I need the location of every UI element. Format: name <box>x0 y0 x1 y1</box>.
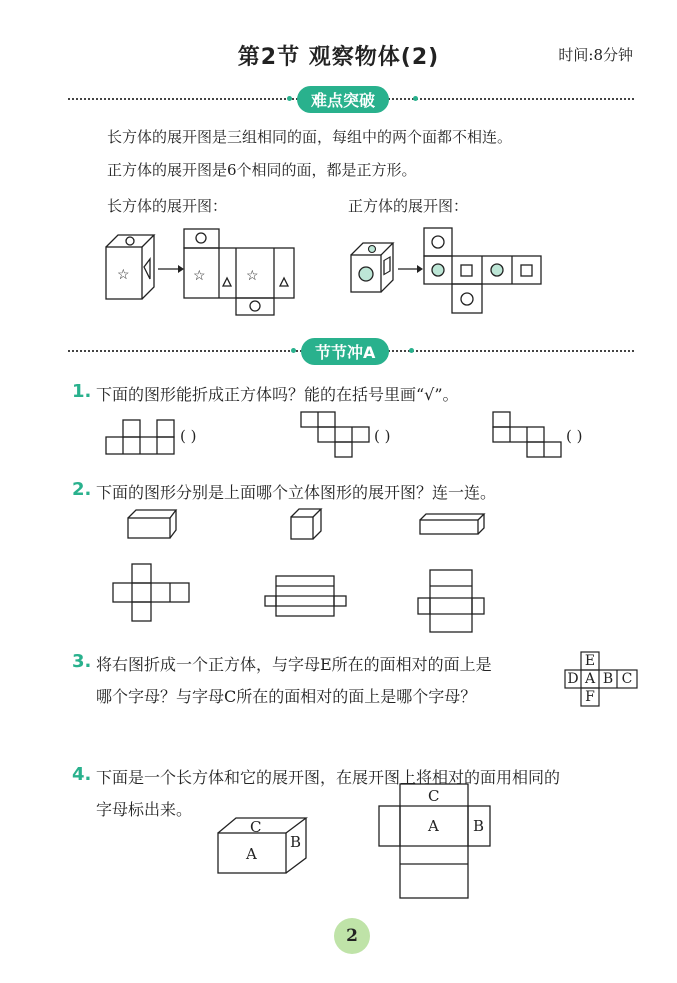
q1-answer-bracket-c[interactable]: ( ) <box>566 427 583 445</box>
net-letter-f: F <box>585 689 595 705</box>
cuboid-net-illustration <box>100 225 300 320</box>
q1-net-a <box>105 418 185 458</box>
cuboid-letter-b: B <box>290 833 302 851</box>
pill-dot-right <box>413 96 418 101</box>
net-letter-a: A <box>584 671 596 687</box>
pill-dot-left <box>287 96 292 101</box>
q2-solid-long-cuboid <box>418 510 488 540</box>
question-1-number: 1. <box>72 381 92 402</box>
net-face-letter-a: A <box>428 817 439 835</box>
question-3-line-2: 哪个字母？与字母C所在的面相对的面上是哪个字母？ <box>96 687 477 706</box>
cube-net-illustration <box>345 225 545 320</box>
q2-net-medium <box>414 568 494 638</box>
question-1-text: 下面的图形能折成正方体吗？能的在括号里画“√”。 <box>96 385 459 404</box>
question-4-line-2: 字母标出来。 <box>96 800 193 819</box>
net-letter-b: B <box>602 671 614 687</box>
q2-solid-cuboid <box>126 508 186 543</box>
net-letter-e: E <box>584 653 596 669</box>
cuboid-letter-c: C <box>250 818 262 836</box>
cube-caption: 正方体的展开图： <box>348 197 469 215</box>
q2-net-cross <box>112 562 192 627</box>
q1-net-b <box>300 410 380 460</box>
q4-cuboid-net <box>377 782 493 902</box>
q2-net-long <box>262 572 352 622</box>
time-label: 时间:8分钟 <box>558 46 633 64</box>
q1-net-c <box>492 410 572 460</box>
page-title: 第2节 观察物体(2) <box>237 45 440 70</box>
net-face-letter-c: C <box>428 787 440 805</box>
net-letter-d: D <box>567 671 579 687</box>
question-4-line-1: 下面是一个长方体和它的展开图，在展开图上将相对的面用相同的 <box>96 768 561 787</box>
question-3-line-1: 将右图折成一个正方体，与字母E所在的面相对的面上是 <box>96 655 492 674</box>
q4-cuboid <box>216 815 312 877</box>
page-number-badge: 2 <box>334 918 370 954</box>
question-4-number: 4. <box>72 764 92 785</box>
cuboid-caption: 长方体的展开图： <box>107 197 228 215</box>
svg-text:☆: ☆ <box>193 268 206 284</box>
q1-answer-bracket-b[interactable]: ( ) <box>374 427 391 445</box>
cuboid-letter-a: A <box>246 845 257 863</box>
question-2-text: 下面的图形分别是上面哪个立体图形的展开图？连一连。 <box>96 483 497 502</box>
pill-dot-right-2 <box>409 348 414 353</box>
section-label-difficulty: 难点突破 <box>297 86 389 113</box>
explanation-line-1: 长方体的展开图是三组相同的面，每组中的两个面都不相连。 <box>107 128 513 146</box>
question-3-number: 3. <box>72 651 92 672</box>
pill-dot-left-2 <box>291 348 296 353</box>
q3-letter-net <box>565 651 641 709</box>
svg-text:☆: ☆ <box>117 267 130 283</box>
section-label-practice: 节节冲A <box>301 338 389 365</box>
question-2-number: 2. <box>72 479 92 500</box>
svg-text:☆: ☆ <box>246 268 259 284</box>
net-face-letter-b: B <box>473 817 485 835</box>
net-letter-c: C <box>621 671 633 687</box>
q1-answer-bracket-a[interactable]: ( ) <box>180 427 197 445</box>
explanation-line-2: 正方体的展开图是6个相同的面，都是正方形。 <box>107 161 417 179</box>
q2-solid-cube <box>288 506 328 542</box>
